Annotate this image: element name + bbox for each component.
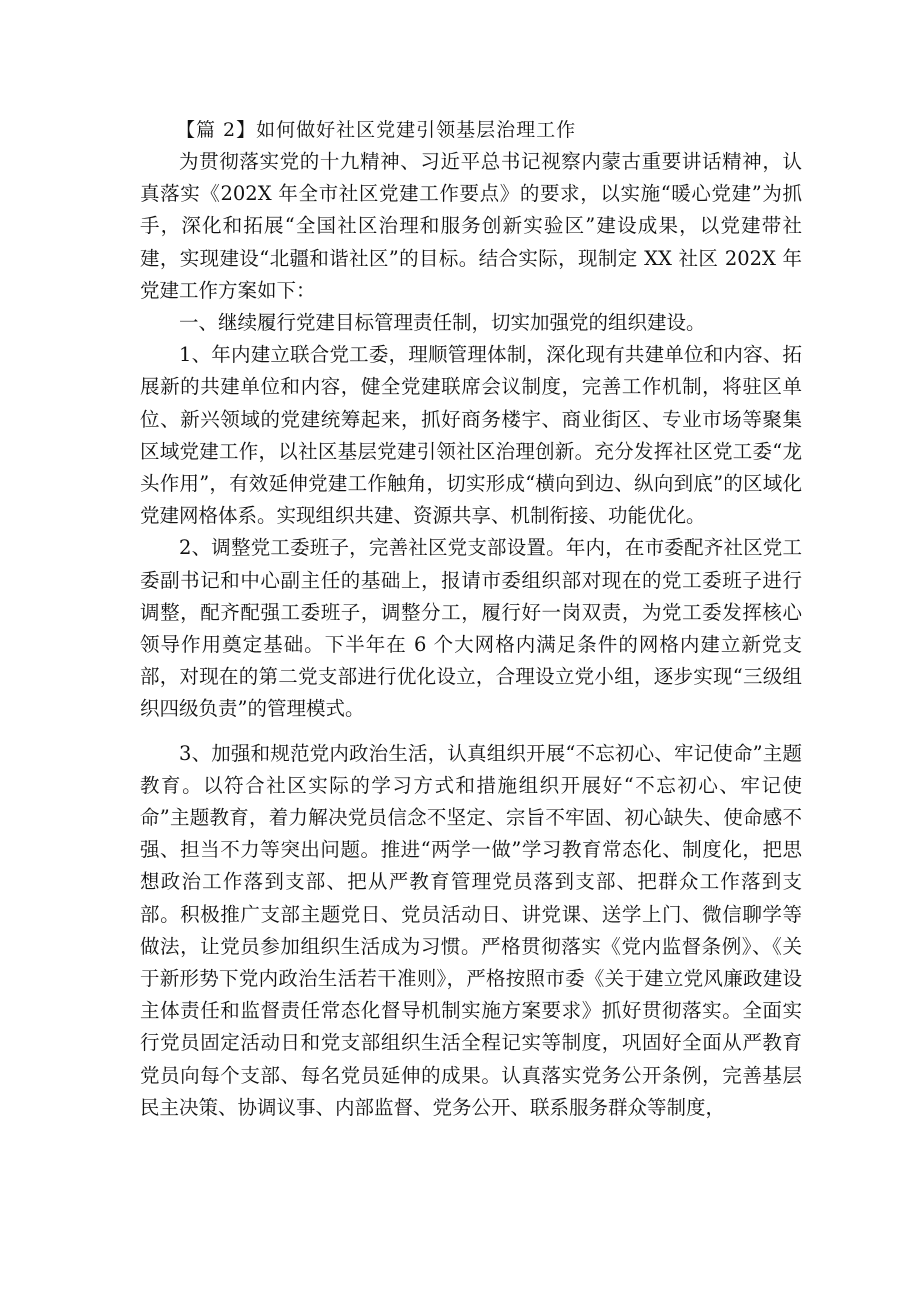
document-body [140,146,802,1124]
paragraph-item-1: 1、年内建立联合党工委，理顺管理体制，深化现有共建单位和内容、拓展新的共建单位和内容，健全党建联席会议制度，完善工作机制，将驻区单位、新兴领域的党建统筹起来，抓好商务楼宇、商业街区、专业市场等聚集区域党建工作，以社区基层党建引领社区治理创新。充分发挥社区党工委“龙头作用”，有效延伸党建工作触角，切实形成“横向到边、纵向到底”的区域化党建网格体系。实现组织共建、资源共享、机制衔接、功能优化。 [140,343,802,528]
document-title: 【篇 2】如何做好社区党建引领基层治理工作 [176,119,577,141]
paragraph-item-2: 2、调整党工委班子，完善社区党支部设置。年内，在市委配齐社区党工委副书记和中心副主任的基础上，报请市委组织部对现在的党工委班子进行调整，配齐配强工委班子，调整分工，履行好一岗双责，为党工委发挥核心领导作用奠定基础。下半年在 6 个大网格内满足条件的网格内建立新党支部，对现在的第二党支部进行优化设立，合理设立党小组，逐步实现“三级组织四级负责”的管理模式。 [140,536,802,721]
paragraph-section-heading-1: 一、继续履行党建目标管理责任制，切实加强党的组织建设。 [179,311,706,335]
paragraph-item-3: 3、加强和规范党内政治生活，认真组织开展“不忘初心、牢记使命”主题教育。以符合社区实际的学习方式和措施组织开展好“不忘初心、牢记使命”主题教育，着力解决党员信念不坚定、宗旨不牢固、初心缺失、使命感不强、担当不力等突出问题。推进“两学一做”学习教育常态化、制度化，把思想政治工作落到支部、把从严教育管理党员落到支部、把群众工作落到支部。积极推广支部主题党日、党员活动日、讲党课、送学上门、微信聊学等做法，让党员参加组织生活成为习惯。严格贯彻落实《党内监督条例》、《关于新形势下党内政治生活若干准则》，严格按照市委《关于建立党风廉政建设主体责任和监督责任常态化督导机制实施方案要求》抓好贯彻落实。全面实行党员固定活动日和党支部组织生活全程记实等制度，巩固好全面从严教育党员向每个支部、每名党员延伸的成果。认真落实党务公开条例，完善基层民主决策、协调议事、内部监督、党务公开、联系服务群众等制度， [140,741,802,1119]
paragraph-intro: 为贯彻落实党的十九精神、习近平总书记视察内蒙古重要讲话精神，认真落实《202X 年全市社区党建工作要点》的要求，以实施“暖心党建”为抓手，深化和拓展“全国社区治理和服务创新实验区”建设成果，以党建带社建，实现建设“北疆和谐社区”的目标。结合实际，现制定 XX 社区 202X 年党建工作方案如下： [140,150,802,302]
